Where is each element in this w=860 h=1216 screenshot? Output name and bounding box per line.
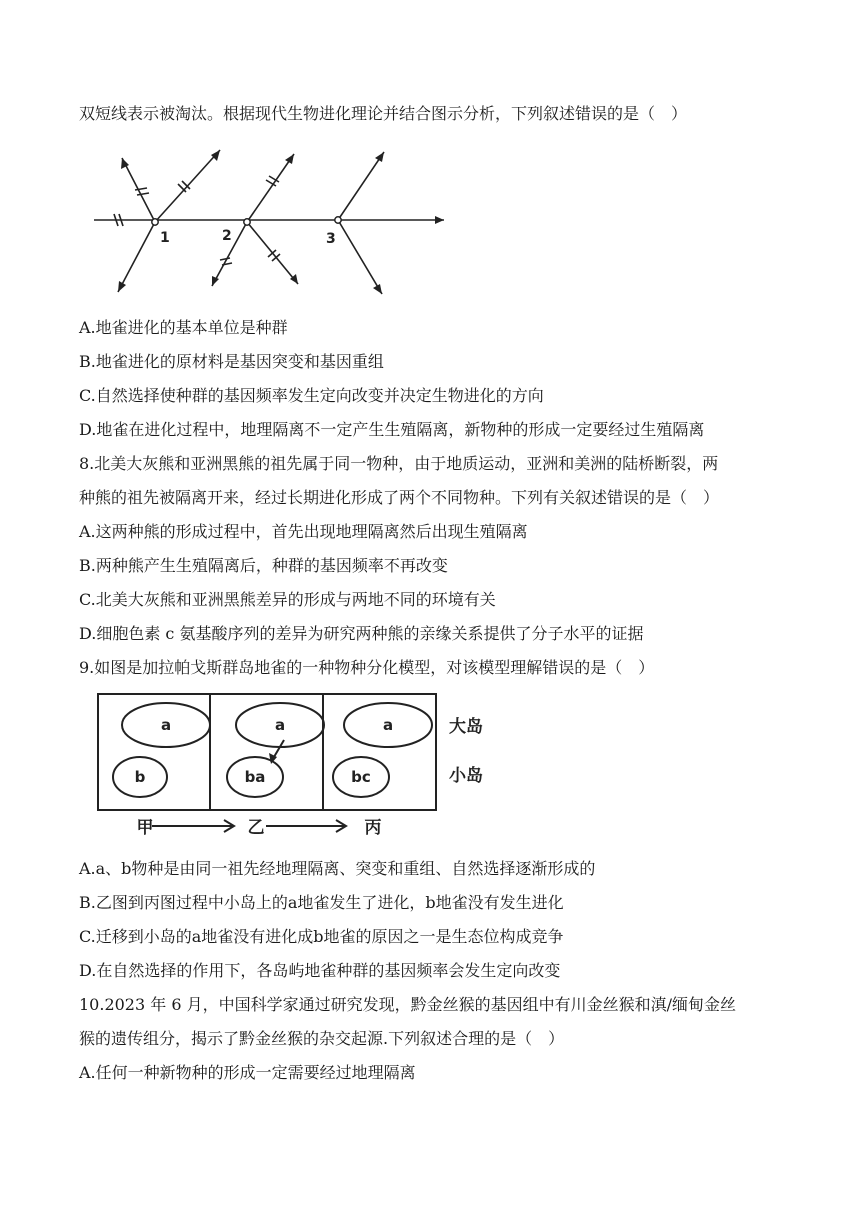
finch-evolution-tree-figure: [80, 138, 452, 310]
option-d: D.细胞色素 c 氨基酸序列的差异为研究两种熊的亲缘关系提供了分子水平的证据: [79, 624, 644, 643]
question-9-options: [79, 852, 779, 1090]
option-b: B.两种熊产生生殖隔离后，种群的基因频率不再改变: [79, 556, 448, 575]
stage-label-jia: 甲: [136, 818, 154, 838]
option-c: C.迁移到小岛的a地雀没有进化成b地雀的原因之一是生态位构成竞争: [79, 927, 564, 946]
node-label-3: 3: [326, 231, 336, 247]
stage-label-bing: 丙: [364, 818, 382, 838]
option-c: C.自然选择使种群的基因频率发生定向改变并决定生物进化的方向: [79, 386, 544, 405]
branch-node-3: [335, 217, 341, 223]
question-8: [79, 447, 779, 685]
option-a: A.a、b物种是由同一祖先经地理隔离、突变和重组、自然选择逐渐形成的: [79, 859, 596, 878]
question-10-stem-line-2: 猴的遗传组分，揭示了黔金丝猴的杂交起源.下列叙述合理的是（ ）: [79, 1029, 565, 1048]
question-10-stem-line-1: 10.2023 年 6 月，中国科学家通过研究发现，黔金丝猴的基因组中有川金丝猴和滇/缅甸金丝: [79, 995, 736, 1014]
species-label: a: [274, 716, 286, 734]
option-b: B.乙图到丙图过程中小岛上的a地雀发生了进化，b地雀没有发生进化: [79, 893, 564, 912]
branch-node-1: [152, 219, 158, 225]
species-label: a: [160, 716, 172, 734]
species-label: b: [134, 768, 146, 786]
option-c: C.北美大灰熊和亚洲黑熊差异的形成与两地不同的环境有关: [79, 590, 496, 609]
question-9-stem: 9.如图是加拉帕戈斯群岛地雀的一种物种分化模型，对该模型理解错误的是（ ）: [79, 658, 655, 677]
option-a: A.任何一种新物种的形成一定需要经过地理隔离: [79, 1063, 416, 1082]
stage-label-yi: 乙: [247, 818, 265, 838]
option-a: A.这两种熊的形成过程中，首先出现地理隔离然后出现生殖隔离: [79, 522, 528, 541]
species-label: ba: [244, 768, 266, 786]
species-label: a: [382, 716, 394, 734]
node-label-2: 2: [222, 228, 232, 244]
branch-node-2: [244, 219, 250, 225]
question-8-stem-line-2: 种熊的祖先被隔离开来，经过长期进化形成了两个不同物种。下列有关叙述错误的是（ ）: [79, 488, 720, 507]
island-speciation-model-figure: [90, 688, 500, 838]
question-8-stem-line-1: 8.北美大灰熊和亚洲黑熊的祖先属于同一物种，由于地质运动，亚洲和美洲的陆桥断裂，两: [79, 454, 719, 473]
node-label-1: 1: [160, 230, 170, 246]
panel-frame: [98, 694, 436, 810]
option-a: A.地雀进化的基本单位是种群: [79, 318, 288, 337]
option-d: D.在自然选择的作用下，各岛屿地雀种群的基因频率会发生定向改变: [79, 961, 561, 980]
small-island-label: 小岛: [449, 766, 483, 786]
big-island-label: 大岛: [449, 717, 483, 737]
species-label: bc: [351, 768, 371, 786]
option-d: D.地雀在进化过程中，地理隔离不一定产生生殖隔离，新物种的形成一定要经过生殖隔离: [79, 420, 705, 439]
question-7-stem-tail: 双短线表示被淘汰。根据现代生物进化理论并结合图示分析，下列叙述错误的是（ ）: [79, 104, 688, 123]
option-b: B.地雀进化的原材料是基因突变和基因重组: [79, 352, 384, 371]
question-7-options: [79, 311, 779, 447]
